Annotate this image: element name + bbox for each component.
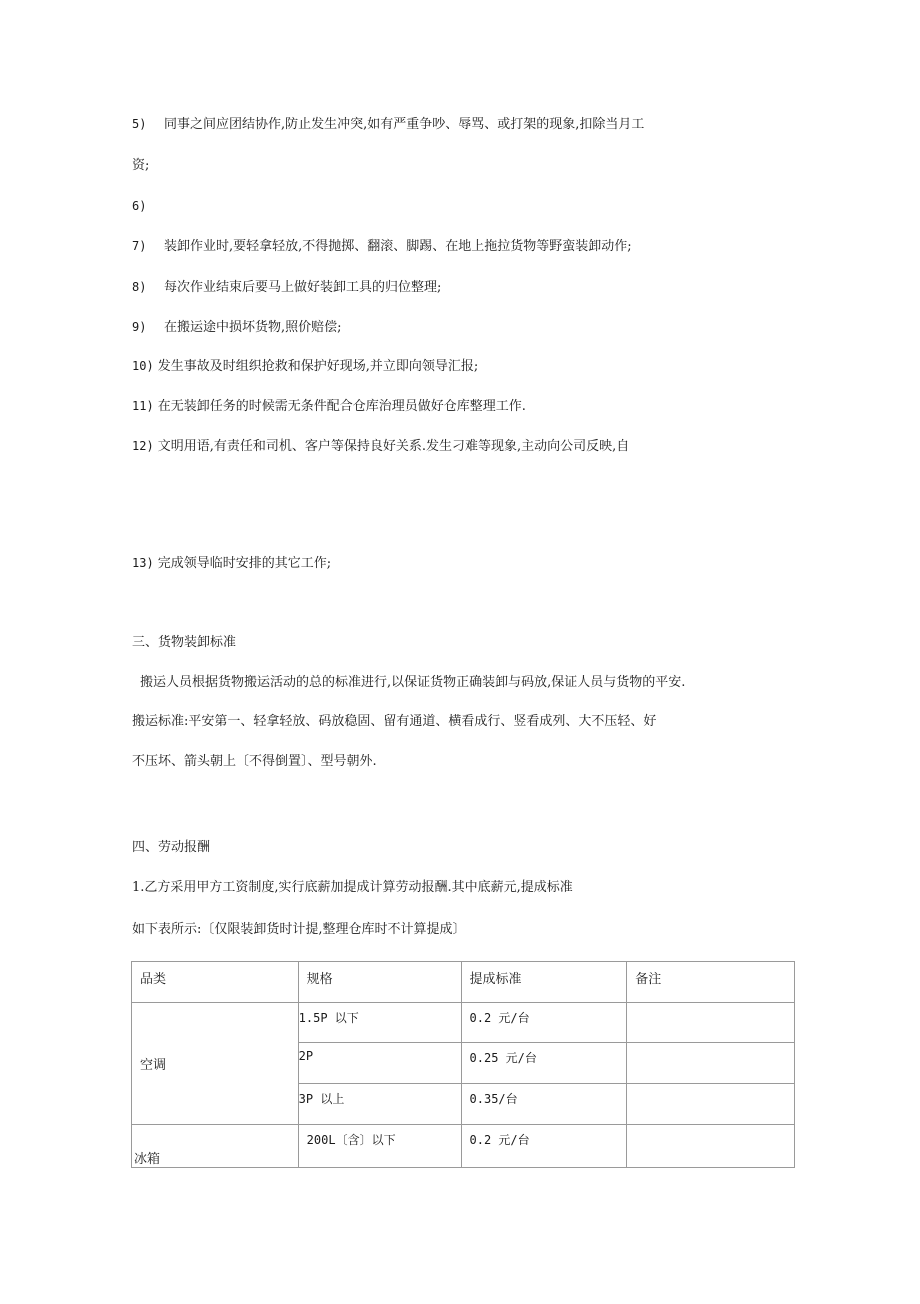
rate-cell: 0.2 元/台: [461, 1125, 627, 1168]
category-cell-ac: 空调: [132, 1003, 299, 1125]
table-header-row: [132, 962, 795, 1003]
list-item-6: [132, 198, 164, 215]
spec-cell: 200L〔含〕以下: [298, 1125, 461, 1168]
section-3-paragraph: 搬运人员根据货物搬运活动的总的标准进行,以保证货物正确装卸与码放,保证人员与货物的平安.: [140, 675, 686, 690]
list-item-12: [132, 438, 629, 455]
item-number: 8): [132, 280, 147, 294]
spec-cell: 3P 以上: [298, 1084, 461, 1125]
spec-cell: 2P: [298, 1043, 461, 1084]
list-item-9: [132, 319, 342, 336]
category-cell-fridge: 冰箱: [132, 1125, 299, 1168]
note-cell: [627, 1125, 795, 1168]
section-3-standard-continued: 不压坏、箭头朝上〔不得倒置〕、型号朝外.: [132, 754, 377, 769]
item-number: 13): [132, 556, 154, 570]
header-spec: 规格: [298, 962, 461, 1003]
item-number: 7): [132, 239, 147, 253]
note-cell: [627, 1003, 795, 1043]
item-number: 11): [132, 399, 154, 413]
list-item-8: [132, 279, 441, 296]
section-4-paragraph: 1.乙方采用甲方工资制度,实行底薪加提成计算劳动报酬.其中底薪元,提成标准: [132, 880, 573, 895]
header-category: 品类: [132, 962, 299, 1003]
item-text: 文明用语,有责任和司机、客户等保持良好关系.发生刁难等现象,主动向公司反映,自: [157, 439, 630, 454]
item-text: 发生事故及时组织抢救和保护好现场,并立即向领导汇报;: [157, 359, 479, 374]
list-item-11: [132, 398, 526, 415]
section-4-note: 如下表所示:〔仅限装卸货时计提,整理仓库时不计算提成〕: [132, 922, 466, 937]
item-text: 装卸作业时,要轻拿轻放,不得抛掷、翻滚、脚踢、在地上拖拉货物等野蛮装卸动作;: [164, 239, 632, 254]
item-text: 完成领导临时安排的其它工作;: [157, 556, 332, 571]
item-number: 10): [132, 359, 154, 373]
rate-cell: 0.35/台: [461, 1084, 627, 1125]
item-text: 在搬运途中损坏货物,照价赔偿;: [164, 320, 342, 335]
section-3-standard: 搬运标准:平安第一、轻拿轻放、码放稳固、留有通道、横看成行、竖看成列、大不压轻、好: [132, 714, 657, 729]
item-text: 在无装卸任务的时候需无条件配合仓库治理员做好仓库整理工作.: [157, 399, 526, 414]
list-item-10: [132, 358, 478, 375]
list-item-5: [132, 116, 644, 133]
item-text: 同事之间应团结协作,防止发生冲突,如有严重争吵、辱骂、或打架的现象,扣除当月工: [164, 117, 645, 132]
list-item-7: [132, 238, 632, 255]
rate-cell: 0.25 元/台: [461, 1043, 627, 1084]
note-cell: [627, 1043, 795, 1084]
header-note: 备注: [627, 962, 795, 1003]
section-4-heading: 四、劳动报酬: [132, 840, 211, 855]
table-row: [132, 1125, 795, 1168]
item-number: 5): [132, 117, 147, 131]
list-item-5-continued: [132, 158, 149, 174]
note-cell: [627, 1084, 795, 1125]
table-row: [132, 1003, 795, 1043]
item-number: 9): [132, 320, 147, 334]
commission-table: [131, 961, 795, 1168]
item-number: 6): [132, 199, 147, 213]
section-3-heading: 三、货物装卸标准: [132, 635, 237, 650]
item-text: 每次作业结束后要马上做好装卸工具的归位整理;: [164, 280, 442, 295]
item-number: 12): [132, 439, 154, 453]
item-text: 资;: [132, 158, 150, 173]
list-item-13: [132, 555, 331, 572]
rate-cell: 0.2 元/台: [461, 1003, 627, 1043]
header-rate: 提成标准: [461, 962, 627, 1003]
spec-cell: 1.5P 以下: [298, 1003, 461, 1043]
